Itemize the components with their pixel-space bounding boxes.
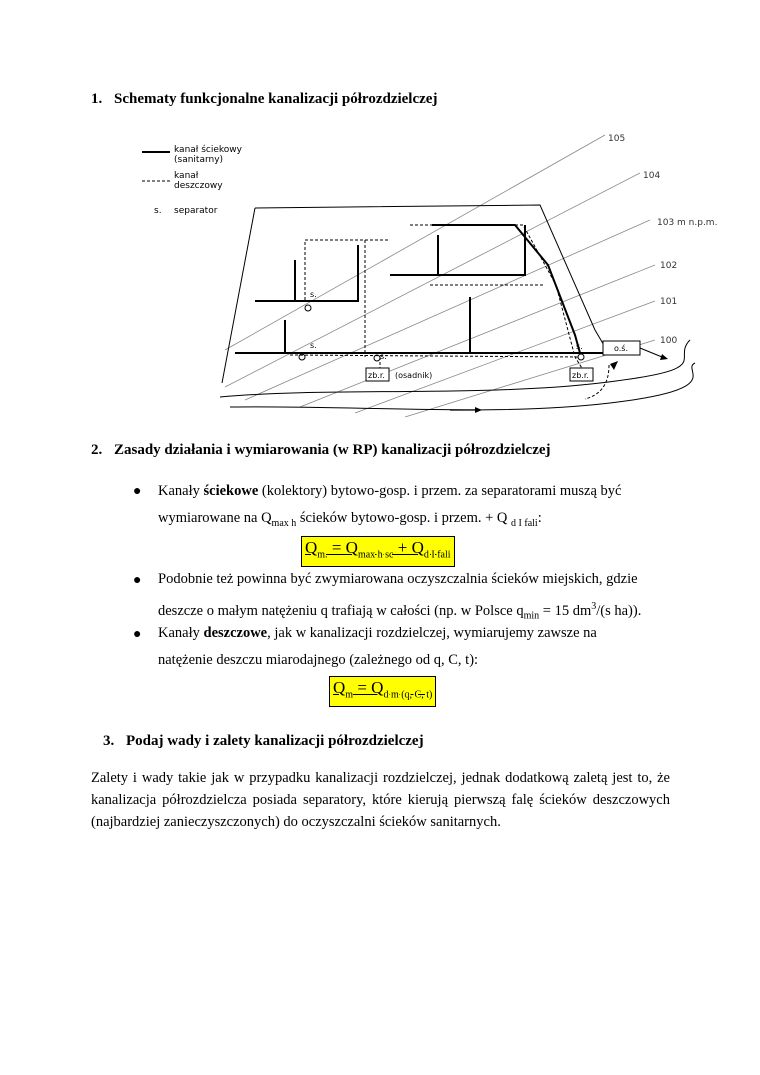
river-bank-lower <box>230 363 695 410</box>
bullet-1 <box>158 478 670 537</box>
section-1-number: 1. <box>91 91 103 107</box>
separator-node <box>305 305 311 311</box>
tank-outflow-arrowhead <box>610 361 618 370</box>
plant-outflow <box>640 348 662 357</box>
bullet-3-line-1: Kanały deszczowe, jak w kanalizacji rozdzielczej, wymiarujemy zawsze na <box>158 625 597 641</box>
separator-label: s. <box>380 352 387 361</box>
legend-sanitary-label-1: kanał ściekowy <box>174 145 242 155</box>
separator-node <box>578 354 584 360</box>
legend-rain-label-2: deszczowy <box>174 181 223 191</box>
contour-line <box>225 173 640 387</box>
sanitary-channel <box>432 225 580 353</box>
bullet-dot: ● <box>133 573 142 588</box>
contour-line <box>355 301 655 413</box>
bullet-dot: ● <box>133 484 142 499</box>
separator-label: s. <box>310 341 317 350</box>
section-3-number: 3. <box>103 733 115 749</box>
settler-label: (osadnik) <box>395 371 433 380</box>
bullet-2-line-2: deszcze o małym natężeniu q trafiają w całości (np. w Polsce $q_{min} = 15$ $dm^3/(s$ ha)). <box>158 601 642 622</box>
plant-outflow-arrowhead <box>660 354 668 360</box>
bold-term-rain: deszczowe <box>203 625 268 641</box>
legend-rain-label-1: kanał <box>174 171 199 181</box>
section-2-heading <box>91 442 551 459</box>
section-1-title: Schematy funkcjonalne kanalizacji półrozdzielczej <box>114 91 438 107</box>
bullet-3-line-2: natężenie deszczu miarodajnego (zależnego od q, C, t): <box>158 652 479 668</box>
separator-label: s. <box>310 290 317 299</box>
treatment-plant-label: o.ś. <box>614 344 629 353</box>
bullet-1-line-1: Kanały ściekowe (kolektory) bytowo-gosp. i przem. za separatorami muszą być <box>158 483 622 499</box>
contour-line <box>300 265 655 407</box>
section-2-number: 2. <box>91 442 103 458</box>
contour-label: 104 <box>643 171 661 181</box>
bold-term-sewage: ściekowe <box>203 483 259 499</box>
section-1-heading <box>91 91 437 108</box>
contour-label: 101 <box>660 297 678 307</box>
bullet-1-line-2: wymiarowane na $Q_{max h}$ ścieków bytowo-gosp. i przem. + Q $_{d I fali}$: <box>158 510 542 529</box>
sanitary-channel <box>255 245 358 301</box>
section-2-title: Zasady działania i wymiarowania (w RP) kanalizacji półrozdzielczej <box>114 442 551 458</box>
formula-rain-flow: $Q_m = Q_{d m (q, C, t)}$ <box>329 676 436 707</box>
semi-separate-sewer-diagram <box>130 125 720 425</box>
section-3-title: Podaj wady i zalety kanalizacji półrozdzielczej <box>126 733 424 749</box>
contour-label: 103 m n.p.m. <box>657 218 718 228</box>
retention-tank-1-label: zb.r. <box>368 371 385 380</box>
legend-separator-label: separator <box>174 206 218 216</box>
sanitary-network <box>235 225 620 353</box>
formula-sewage-flow: $Q_{m.} = Q_{max h sc} + Q_{d I fali}$ <box>301 536 455 567</box>
section-3-paragraph: Zalety i wady takie jak w przypadku kanalizacji rozdzielczej, jednak dodatkową zaletą jest to, że kanalizacja półrozdzielcza posiada separatory, które kierują pierwszą falę ścieków deszczowych (najbardziej zanieczyszczonych) do oczyszczalni ścieków sanitarnych. <box>91 770 670 830</box>
contour-label: 105 <box>608 134 626 144</box>
separator-label: s. <box>576 342 583 351</box>
river-flow-arrowhead <box>475 407 482 413</box>
legend-separator-symbol: s. <box>154 206 162 216</box>
bullet-dot: ● <box>133 627 142 642</box>
legend-sanitary-label-2: (sanitarny) <box>174 155 224 165</box>
retention-tank-2-label: zb.r. <box>572 371 589 380</box>
contour-line <box>225 135 605 350</box>
bullet-2-line-1: Podobnie też powinna być zwymiarowana oczyszczalnia ścieków miejskich, gdzie <box>158 571 638 587</box>
rain-channel <box>290 355 580 357</box>
contour-label: 100 <box>660 336 678 346</box>
sanitary-channel <box>438 225 525 275</box>
section-3-heading <box>103 733 424 750</box>
contour-label: 102 <box>660 261 678 271</box>
bullet-3 <box>158 620 670 674</box>
